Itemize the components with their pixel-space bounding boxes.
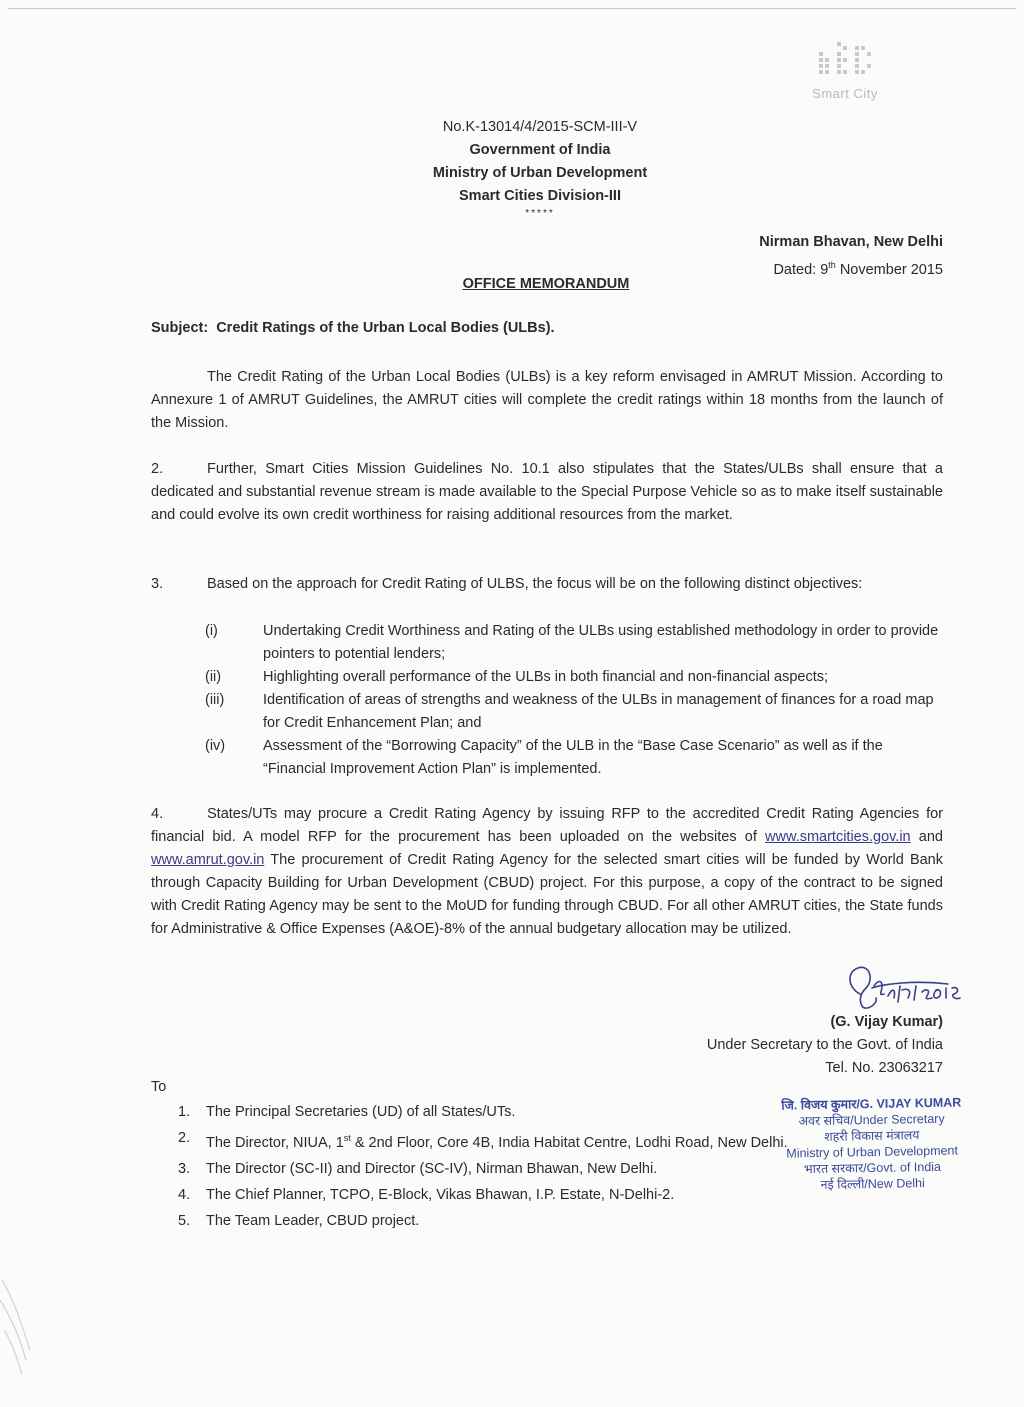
- logo-text: Smart City: [812, 86, 878, 101]
- date-suffix: November 2015: [835, 261, 943, 278]
- paragraph-4-text-b: The procurement of Credit Rating Agency for the selected smart cities will be funded by World Bank through Capacity Building for Urban Development (CBUD) project. For this purpose, a copy of the contract to be signed with Credit Rating Agency may be sent to the MoUD for funding through CBUD. For all other AMRUT cities, the State funds for Administrative & Office Expenses (A&OE)-8% of the annual budgetary allocation may be utilized.: [151, 852, 943, 937]
- paragraph-4-text-a: States/UTs may procure a Credit Rating Agency by issuing RFP to the accredited Credit Rating Agencies for financial bid. A model RFP for the procurement has been uploaded on the websites of: [151, 806, 943, 845]
- objective-item: [205, 620, 945, 666]
- government-name: Government of India: [469, 142, 611, 158]
- recipient-item: [178, 1099, 788, 1125]
- paragraph-3: [151, 573, 943, 596]
- subject-text: Credit Ratings of the Urban Local Bodies (ULBs).: [216, 320, 555, 336]
- signatory-name: (G. Vijay Kumar): [830, 1014, 943, 1030]
- paragraph-3-number: 3.: [151, 576, 164, 592]
- issue-location: Nirman Bhavan, New Delhi: [759, 234, 943, 250]
- recipient-text: The Team Leader, CBUD project.: [206, 1212, 420, 1229]
- scan-artifact: [0, 1270, 60, 1380]
- objective-number: (iii): [205, 692, 225, 708]
- to-label: To: [151, 1079, 167, 1095]
- recipient-item: [178, 1156, 788, 1182]
- smart-city-logo: [790, 38, 900, 101]
- recipient-text-b: & 2nd Floor, Core 4B, India Habitat Centre, Lodhi Road, New Delhi.: [350, 1134, 788, 1151]
- smart-city-logo-icon: [815, 38, 875, 84]
- paragraph-1-text: The Credit Rating of the Urban Local Bodies (ULBs) is a key reform envisaged in AMRUT Mission. According to Annexure 1 of AMRUT Guidelines, the AMRUT cities will complete the credit ratings within 18 months from the launch of the Mission.: [151, 369, 943, 431]
- objectives-list: [205, 620, 945, 781]
- official-stamp: [751, 1094, 993, 1194]
- signatory-telephone: Tel. No. 23063217: [825, 1060, 943, 1076]
- paragraph-4: [151, 803, 943, 941]
- subject-label: Subject:: [151, 320, 209, 336]
- recipient-number: 3.: [178, 1160, 191, 1177]
- recipient-item: [178, 1125, 788, 1156]
- smartcities-link[interactable]: www.smartcities.gov.in: [765, 829, 911, 845]
- paragraph-2: [151, 458, 943, 527]
- recipient-number: 5.: [178, 1212, 191, 1229]
- recipient-text: The Director (SC-II) and Director (SC-IV), Nirman Bhawan, New Delhi.: [206, 1160, 658, 1177]
- paragraph-2-text: Further, Smart Cities Mission Guidelines No. 10.1 also stipulates that the States/ULBs shall ensure that a dedicated and substantial revenue stream is made available to the Special Purpose Vehicle so as to make itself sustainable and could evolve its own credit worthiness for raising additional resources from the market.: [151, 461, 943, 523]
- memo-header: [360, 116, 720, 220]
- paragraph-4-and: and: [910, 829, 943, 845]
- place-and-date: [759, 231, 943, 282]
- objective-number: (iv): [205, 738, 226, 754]
- paragraph-3-text: Based on the approach for Credit Rating of ULBS, the focus will be on the following distinct objectives:: [207, 576, 863, 592]
- stamp-govt: भारत सरकार/Govt. of India: [803, 1159, 942, 1177]
- paragraph-1: [151, 366, 943, 435]
- objective-number: (ii): [205, 669, 222, 685]
- recipient-text: [206, 1125, 788, 1156]
- reference-number: No.K-13014/4/2015-SCM-III-V: [442, 119, 638, 135]
- date-superscript: th: [828, 260, 836, 270]
- signatory-designation: Under Secretary to the Govt. of India: [706, 1037, 943, 1053]
- amrut-link[interactable]: www.amrut.gov.in: [151, 852, 265, 868]
- stamp-designation: अवर सचिव/Under Secretary: [798, 1111, 945, 1129]
- header-stars: *****: [525, 208, 555, 219]
- recipient-number: 2.: [178, 1130, 191, 1146]
- stamp-name: जि. विजय कुमार/G. VIJAY KUMAR: [781, 1095, 962, 1113]
- signatory-block: [707, 1011, 943, 1080]
- stamp-ministry-hindi: शहरी विकास मंत्रालय: [824, 1128, 920, 1144]
- objective-number: (i): [205, 623, 218, 639]
- objective-item: [205, 666, 945, 689]
- objective-item: [205, 735, 945, 781]
- recipient-text: The Chief Planner, TCPO, E-Block, Vikas Bhawan, I.P. Estate, N-Delhi-2.: [206, 1186, 675, 1203]
- recipient-number: 1.: [178, 1104, 191, 1120]
- recipient-text-a: The Director, NIUA, 1: [206, 1134, 344, 1151]
- handwritten-signature: [838, 958, 988, 1018]
- objective-item: [205, 689, 945, 735]
- division-name: Smart Cities Division-III: [459, 188, 621, 204]
- paragraph-2-number: 2.: [151, 461, 164, 477]
- objective-text: Highlighting overall performance of the ULBs in both financial and non-financial aspects;: [263, 669, 829, 685]
- stamp-city: नई दिल्ली/New Delhi: [820, 1176, 925, 1192]
- top-rule: [8, 8, 1016, 9]
- objective-text: Assessment of the “Borrowing Capacity” of the ULB in the “Base Case Scenario” as well as if the “Financial Improvement Action Plan” is implemented.: [263, 738, 883, 777]
- subject-line: [151, 320, 555, 336]
- recipient-number: 4.: [178, 1186, 191, 1203]
- stamp-ministry: Ministry of Urban Development: [786, 1143, 959, 1161]
- recipients-list: [178, 1099, 788, 1234]
- memo-title: OFFICE MEMORANDUM: [462, 276, 630, 292]
- date-prefix: Dated: 9: [773, 261, 829, 278]
- objective-text: Undertaking Credit Worthiness and Rating of the ULBs using established methodology in order to provide pointers to potential lenders;: [263, 623, 939, 662]
- recipient-superscript: st: [343, 1133, 351, 1143]
- recipient-item: [178, 1182, 788, 1208]
- recipient-text: The Principal Secretaries (UD) of all States/UTs.: [206, 1104, 516, 1120]
- ministry-name: Ministry of Urban Development: [432, 165, 648, 181]
- paragraph-4-number: 4.: [151, 806, 164, 822]
- recipient-item: [178, 1208, 788, 1234]
- objective-text: Identification of areas of strengths and weakness of the ULBs in management of finances for a road map for Credit Enhancement Plan; and: [263, 692, 934, 731]
